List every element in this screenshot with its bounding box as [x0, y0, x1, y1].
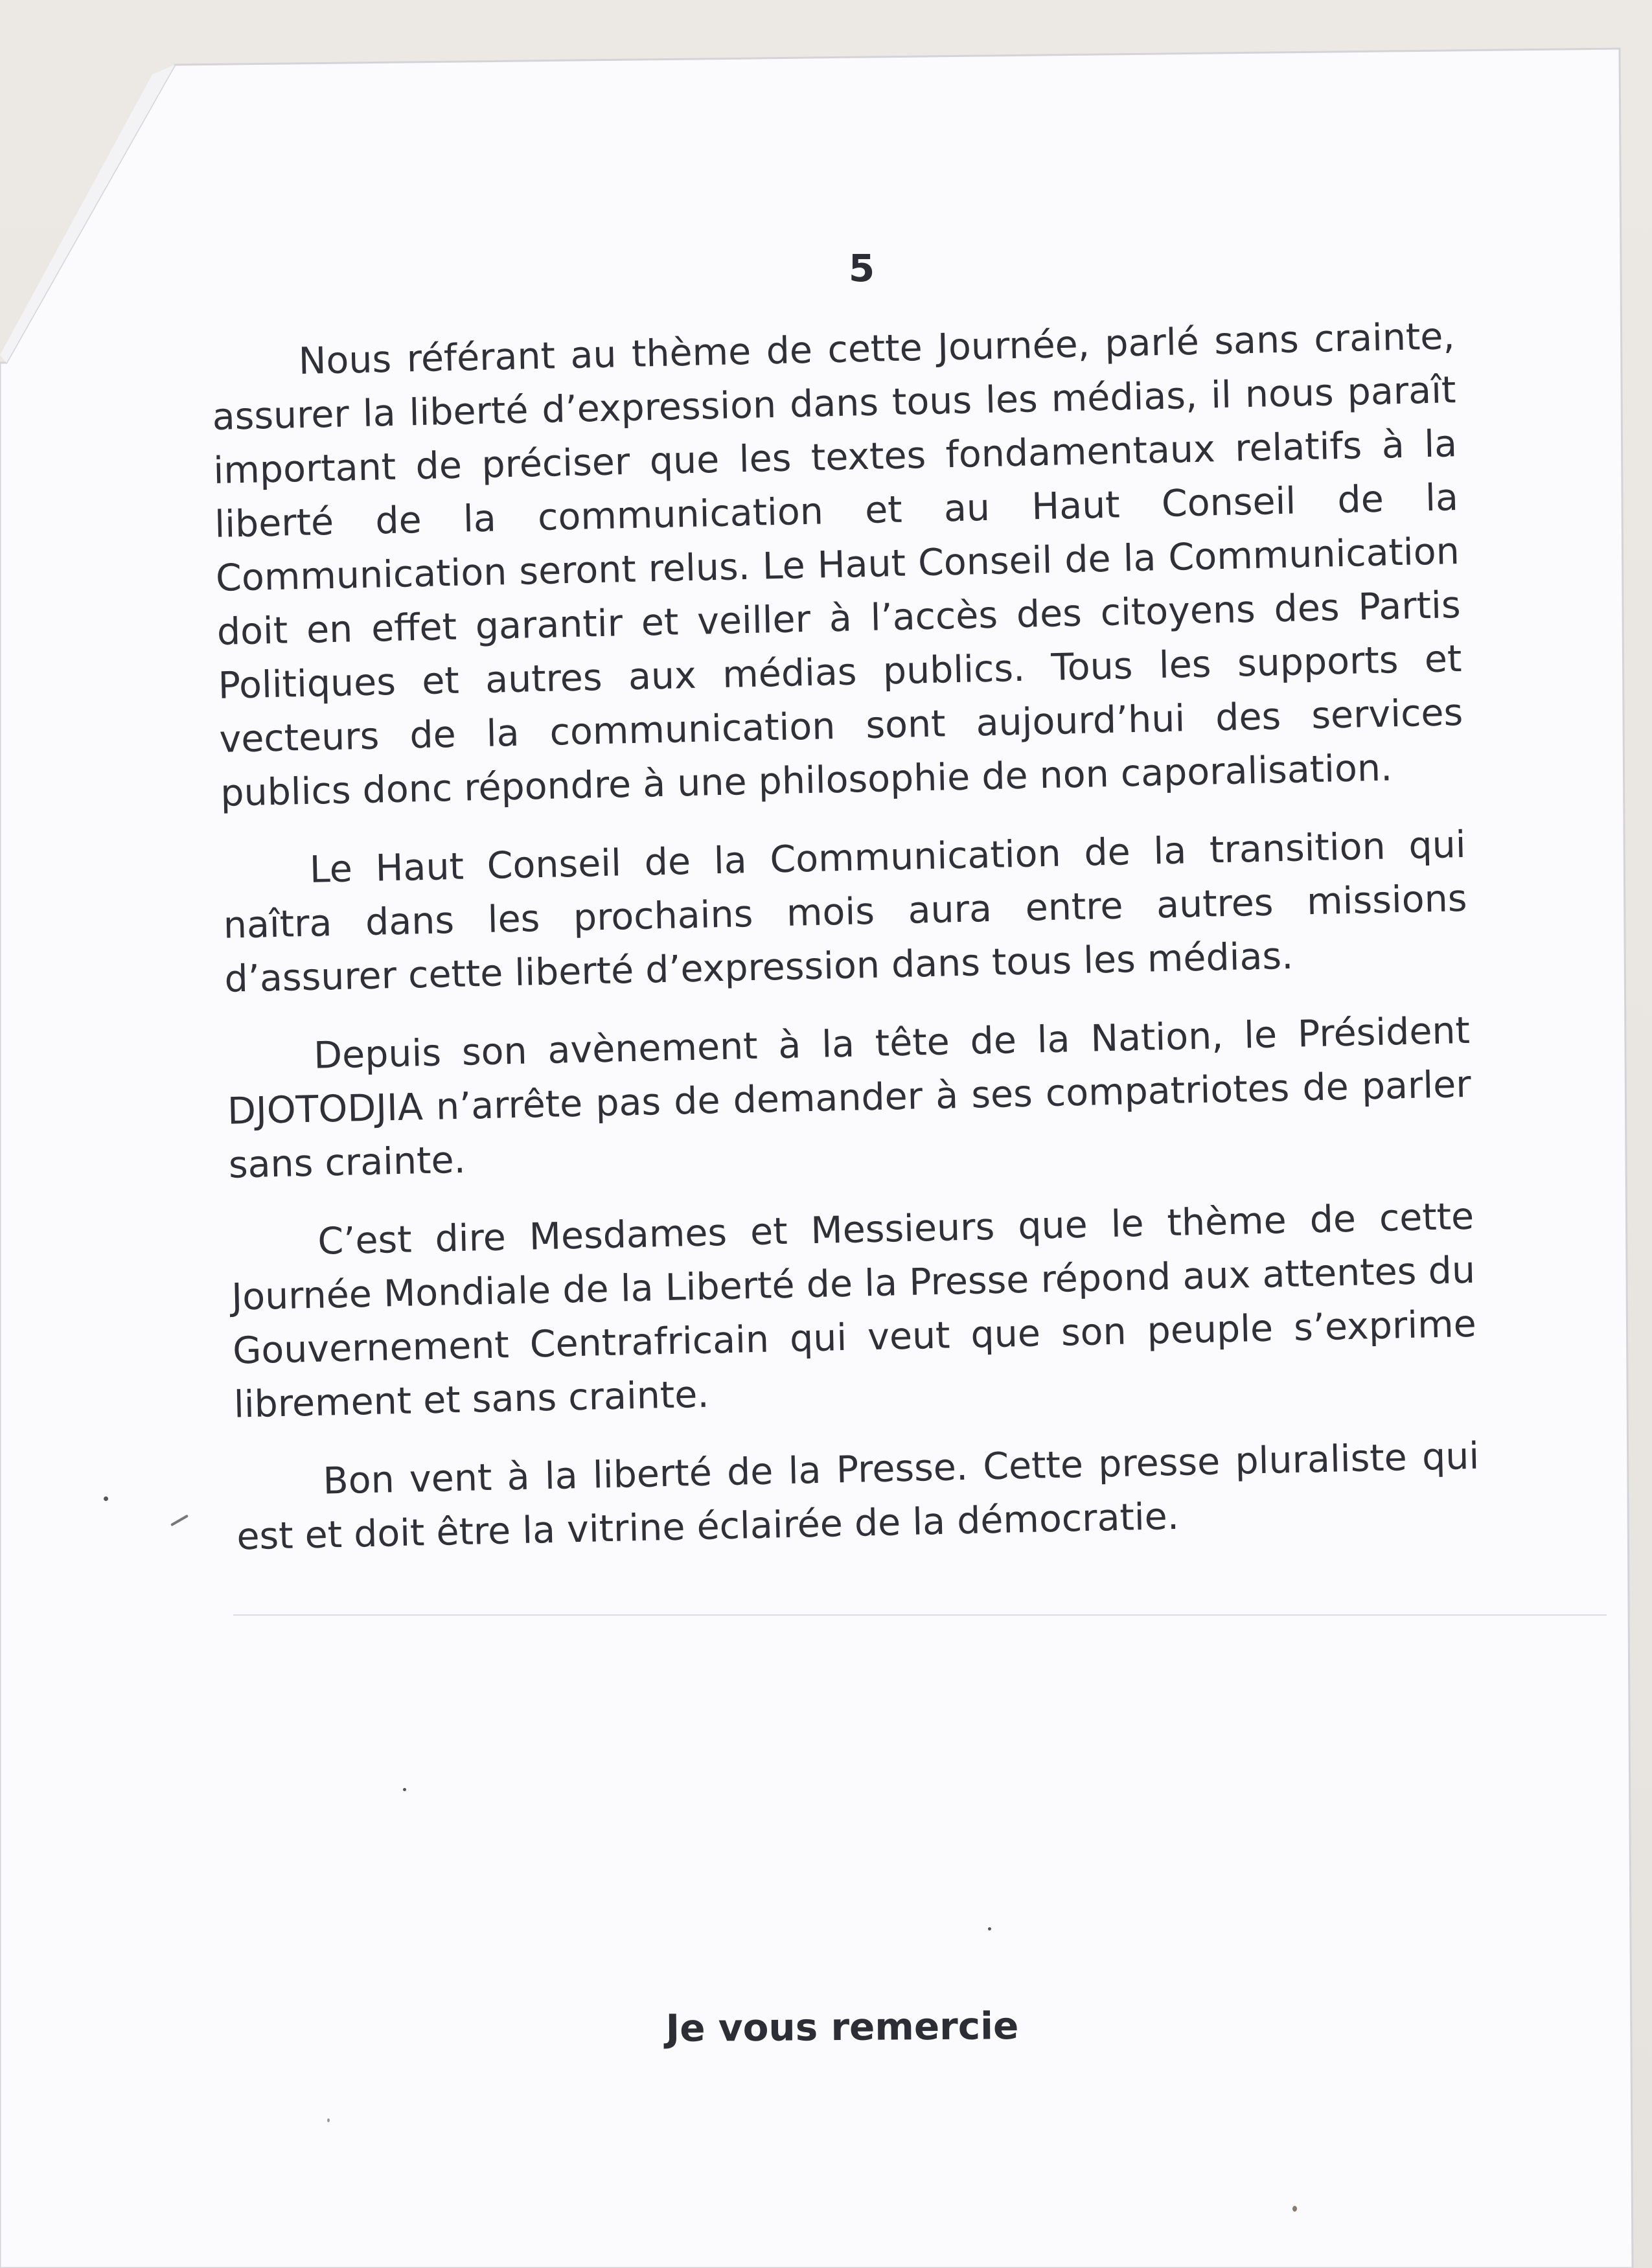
body-text [211, 310, 1482, 1588]
paragraph-haut-conseil: Le Haut Conseil de la Communication de la transition qui naîtra dans les prochains mois aura entre autres missions d’assurer cette liberté d’expression dans tous les médias. [223, 823, 1468, 1001]
page-number: 5 [848, 246, 875, 290]
closing-remark: Je vous remercie [665, 2004, 1019, 2050]
paragraph-theme: Nous référant au thème de cette Journée, parlé sans crainte, assurer la liberté d’expression dans tous les médias, il nous paraît important de préciser que les textes fondamentaux relatifs à la liberté de la communication et au Haut Conseil de la Communication seront relus. Le Haut Conseil de la Communication doit en effet garantir et veiller à l’accès des citoyens des Partis Politiques et autres aux médias publics. Tous les supports et vecteurs de la communication sont aujourd’hui des services publics donc répondre à une philosophie de non caporalisation. [211, 315, 1463, 815]
scan-speck [403, 1788, 406, 1791]
scan-speck [104, 1496, 108, 1501]
paragraph-president: Depuis son avènement à la tête de la Nation, le Président DJOTODJIA n’arrête pas de demander à ses compatriotes de parler sans crainte. [227, 1009, 1472, 1187]
paragraph-mesdames-messieurs: C’est dire Mesdames et Messieurs que le thème de cette Journée Mondiale de la Liberté de la Presse répond aux attentes du Gouvernement Centrafricain qui veut que son peuple s’exprime librement et sans crainte. [231, 1195, 1477, 1426]
scan-speck [327, 2118, 330, 2122]
scan-speck [1292, 2206, 1297, 2212]
scan-speck [988, 1927, 991, 1930]
paragraph-bon-vent: Bon vent à la liberté de la Presse. Cette presse pluraliste qui est et doit être la vitrine éclairée de la démocratie. [236, 1434, 1480, 1559]
fold-line [233, 1614, 1607, 1616]
